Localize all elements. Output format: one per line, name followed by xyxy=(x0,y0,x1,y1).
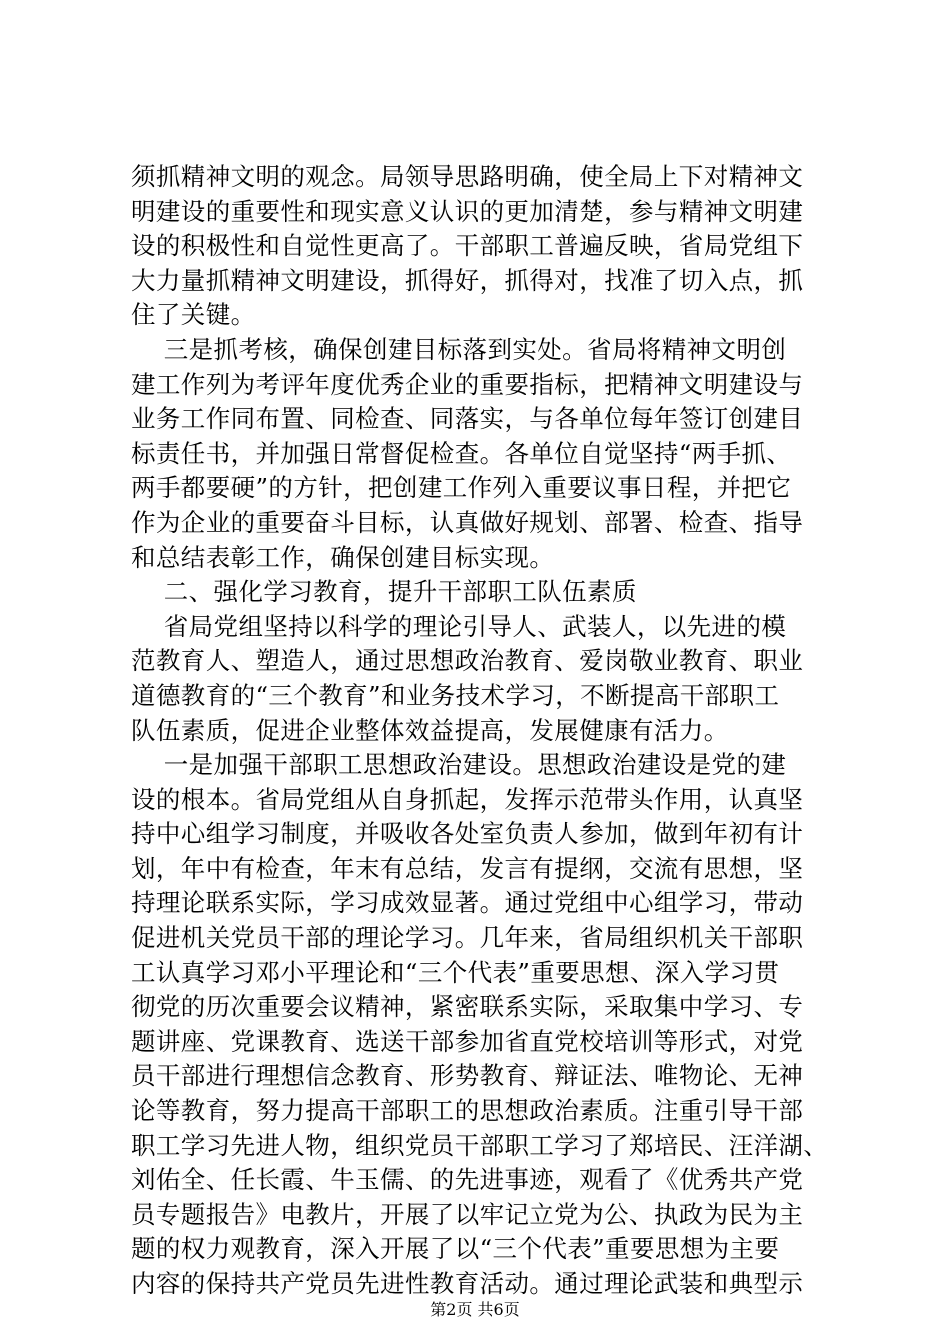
text-line: 彻党的历次重要会议精神，紧密联系实际，采取集中学习、专 xyxy=(131,992,804,1022)
text-line: 道德教育的“三个教育”和业务技术学习，不断提高干部职工 xyxy=(131,680,780,710)
text-line: 刘佑全、任长霞、牛玉儒、的先进事迹，观看了《优秀共产党 xyxy=(131,1165,804,1195)
text-line: 业务工作同布置、同检查、同落实，与各单位每年签订创建目 xyxy=(131,404,804,434)
text-line: 内容的保持共产党员先进性教育活动。通过理论武装和典型示 xyxy=(131,1269,804,1298)
text-line: 员专题报告》电教片，开展了以牢记立党为公、执政为民为主 xyxy=(131,1199,804,1229)
text-line: 建工作列为考评年度优秀企业的重要指标，把精神文明建设与 xyxy=(131,369,804,399)
text-line: 明建设的重要性和现实意义认识的更加清楚，参与精神文明建 xyxy=(131,196,804,226)
text-line: 住了关键。 xyxy=(131,300,256,330)
text-line: 持理论联系实际，学习成效显著。通过党组中心组学习，带动 xyxy=(131,888,804,918)
text-line: 队伍素质，促进企业整体效益提高，发展健康有活力。 xyxy=(131,715,729,745)
text-line: 范教育人、塑造人，通过思想政治教育、爱岗敬业教育、职业 xyxy=(131,646,804,676)
text-line: 三是抓考核，确保创建目标落到实处。省局将精神文明创 xyxy=(131,334,787,364)
text-line: 作为企业的重要奋斗目标，认真做好规划、部署、检查、指导 xyxy=(131,507,804,537)
text-line: 和总结表彰工作，确保创建目标实现。 xyxy=(131,542,555,572)
text-line: 设的根本。省局党组从自身抓起，发挥示范带头作用，认真坚 xyxy=(131,784,804,814)
text-line: 职工学习先进人物，组织党员干部职工学习了郑培民、汪洋湖、 xyxy=(131,1130,829,1160)
text-line: 促进机关党员干部的理论学习。几年来，省局组织机关干部职 xyxy=(131,923,804,953)
text-line: 大力量抓精神文明建设，抓得好，抓得对，找准了切入点，抓 xyxy=(131,265,804,295)
text-line: 须抓精神文明的观念。局领导思路明确，使全局上下对精神文 xyxy=(131,162,804,191)
text-line: 标责任书，并加强日常督促检查。各单位自觉坚持“两手抓、 xyxy=(131,438,792,468)
text-line: 员干部进行理想信念教育、形势教育、辩证法、唯物论、无神 xyxy=(131,1061,804,1091)
text-line: 划，年中有检查，年末有总结，发言有提纲，交流有思想，坚 xyxy=(131,853,804,883)
text-line: 题讲座、党课教育、选送干部参加省直党校培训等形式，对党 xyxy=(131,1026,804,1056)
text-line: 持中心组学习制度，并吸收各处室负责人参加，做到年初有计 xyxy=(131,819,804,849)
text-line: 论等教育，努力提高干部职工的思想政治素质。注重引导干部 xyxy=(131,1096,804,1126)
text-line: 两手都要硬”的方针，把创建工作列入重要议事日程，并把它 xyxy=(131,473,792,503)
body-text xyxy=(131,160,851,1302)
page-number-footer: 第2页 共6页 xyxy=(430,1300,520,1319)
text-line: 题的权力观教育，深入开展了以“三个代表”重要思想为主要 xyxy=(131,1234,780,1264)
section-heading: 二、强化学习教育，提升干部职工队伍素质 xyxy=(131,577,637,607)
text-line: 省局党组坚持以科学的理论引导人、武装人，以先进的模 xyxy=(131,611,787,641)
text-line: 工认真学习邓小平理论和“三个代表”重要思想、深入学习贯 xyxy=(131,957,780,987)
text-line: 设的积极性和自觉性更高了。干部职工普遍反映，省局党组下 xyxy=(131,231,804,261)
text-line: 一是加强干部职工思想政治建设。思想政治建设是党的建 xyxy=(131,750,787,780)
